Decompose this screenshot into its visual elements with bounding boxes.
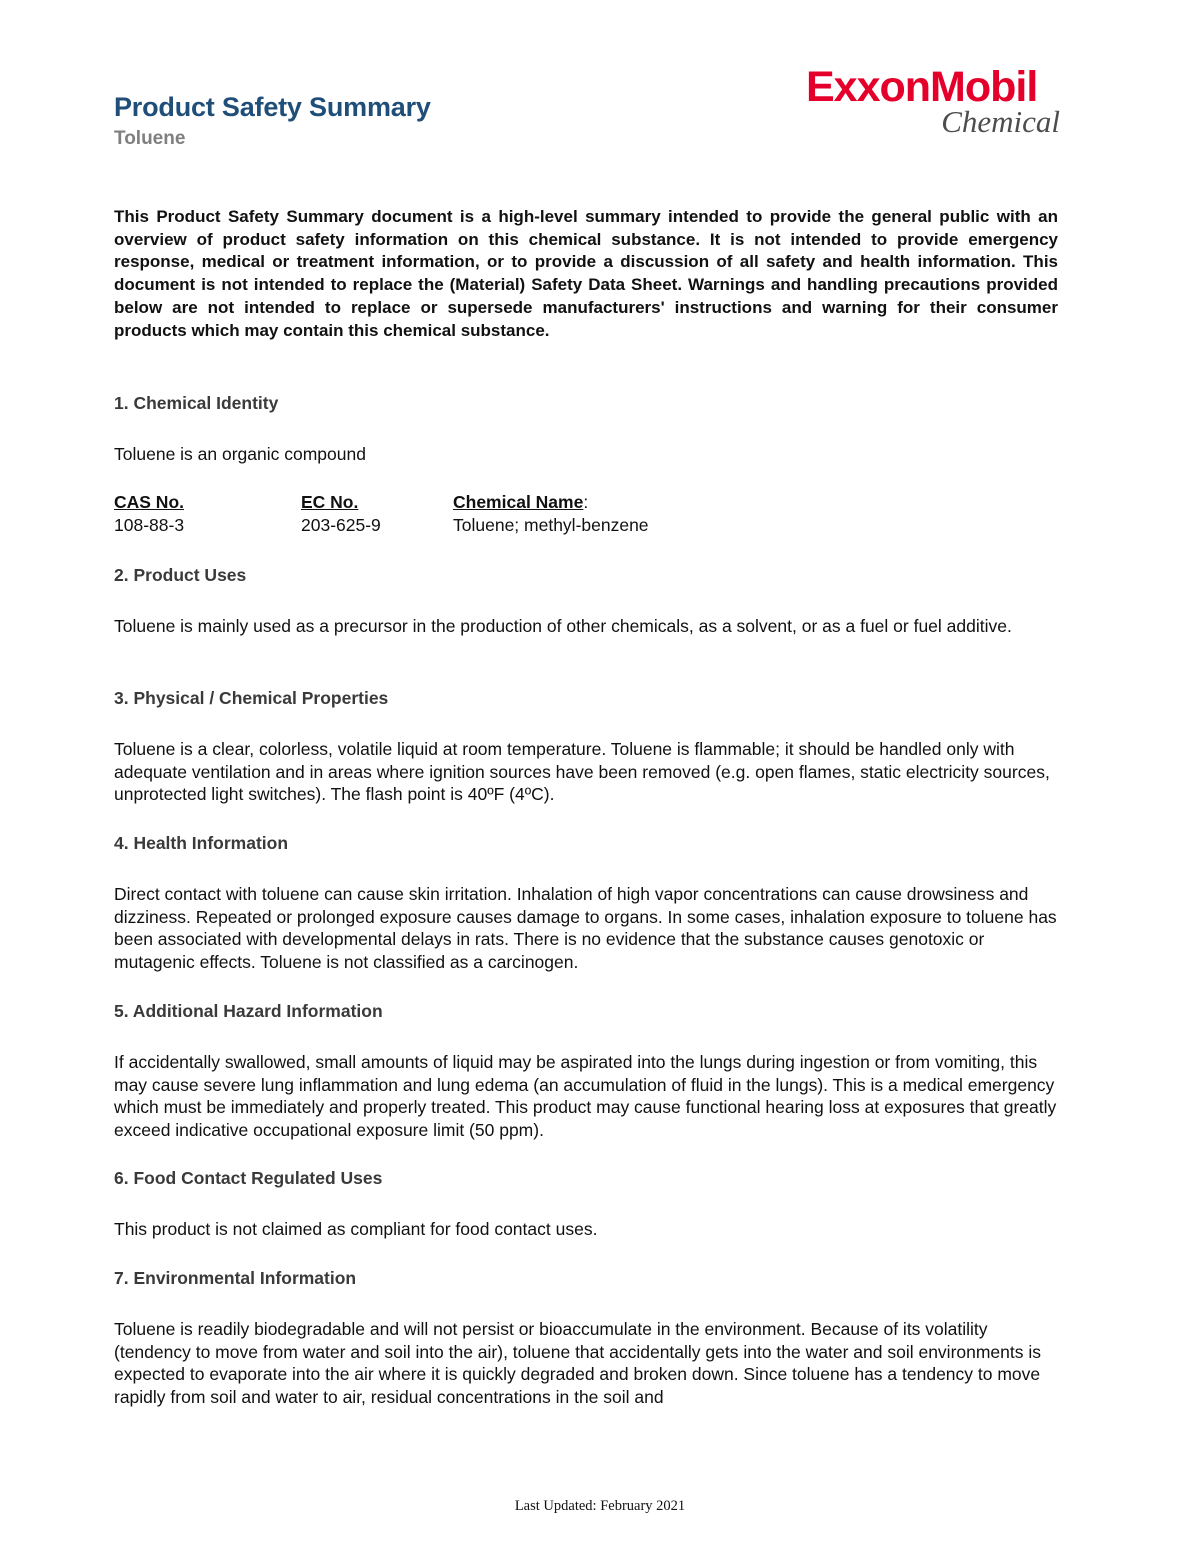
section-chemical-identity <box>114 392 1058 466</box>
section-physical-chemical-properties <box>114 687 1058 806</box>
section-food-contact <box>114 1167 1058 1241</box>
chemical-name-value: Toluene; methyl-benzene <box>453 515 649 535</box>
section-heading: 5. Additional Hazard Information <box>114 1001 383 1021</box>
chemical-name-column <box>453 491 649 537</box>
section-heading: 6. Food Contact Regulated Uses <box>114 1168 383 1188</box>
cas-header: CAS No. <box>114 492 184 512</box>
cas-value: 108-88-3 <box>114 515 185 535</box>
section-heading: 3. Physical / Chemical Properties <box>114 688 389 708</box>
section-body: Toluene is an organic compound <box>114 444 366 464</box>
ec-value: 203-625-9 <box>301 515 381 535</box>
section-heading: 4. Health Information <box>114 833 289 853</box>
logo-wordmark: ExxonMobil <box>806 63 1038 111</box>
document-title: Product Safety Summary <box>114 92 431 122</box>
section-body: Toluene is readily biodegradable and will not persist or bioaccumulate in the environment. Because of its volatility (tendency to move from water and soil into the air), toluene that accidentally gets into the water and soil environments is expected to evaporate into the air where it is quickly degraded and broken down. Since toluene has a tendency to move rapidly from soil and water to air, residual concentrations in the soil and <box>114 1319 1042 1408</box>
ec-header: EC No. <box>301 492 359 512</box>
logo-division: Chemical <box>941 104 1060 139</box>
section-heading: 2. Product Uses <box>114 565 247 585</box>
exxonmobil-logo <box>806 62 1062 142</box>
chemical-name-colon: : <box>583 492 589 512</box>
section-body: Toluene is mainly used as a precursor in the production of other chemicals, as a solvent, or as a fuel or fuel additive. <box>114 616 1012 636</box>
footer-last-updated: Last Updated: February 2021 <box>514 1498 686 1514</box>
intro-paragraph: This Product Safety Summary document is a high-level summary intended to provide the general public with an overview of product safety information on this chemical substance. It is not intended to provide emergency response, medical or treatment information, or to provide a discussion of all safety and health information. This document is not intended to replace the (Material) Safety Data Sheet. Warnings and handling precautions provided below are not intended to replace or supersede manufacturers' instructions and warning for their consumer products which may contain this chemical substance. <box>114 207 1058 340</box>
section-body: Toluene is a clear, colorless, volatile liquid at room temperature. Toluene is flammable; it should be handled only with adequate ventilation and in areas where ignition sources have been removed (e.g. open flames, static electricity sources, unprotected light switches). The flash point is 40ºF (4ºC). <box>114 739 1050 805</box>
section-body: Direct contact with toluene can cause skin irritation. Inhalation of high vapor concentrations can cause drowsiness and dizziness. Repeated or prolonged exposure causes damage to organs. In some cases, inhalation exposure to toluene has been associated with developmental delays in rats. There is no evidence that the substance causes genotoxic or mutagenic effects. Toluene is not classified as a carcinogen. <box>114 884 1057 973</box>
section-body: This product is not claimed as compliant for food contact uses. <box>114 1219 598 1239</box>
cas-column <box>114 491 184 537</box>
document-subtitle: Toluene <box>114 128 186 149</box>
section-heading: 1. Chemical Identity <box>114 393 279 413</box>
section-health-information <box>114 832 1058 974</box>
section-additional-hazard-information <box>114 1000 1058 1142</box>
section-body: If accidentally swallowed, small amounts of liquid may be aspirated into the lungs during ingestion or from vomiting, this may cause severe lung inflammation and lung edema (an accumulation of fluid in the lungs). This is a medical emergency which must be immediately and properly treated. This product may cause functional hearing loss at exposures that greatly exceed indicative occupational exposure limit (50 ppm). <box>114 1052 1057 1141</box>
chemical-name-header: Chemical Name <box>453 492 584 512</box>
section-product-uses <box>114 564 1058 638</box>
section-heading: 7. Environmental Information <box>114 1268 357 1288</box>
ec-column <box>301 491 381 537</box>
section-environmental-information <box>114 1267 1058 1409</box>
